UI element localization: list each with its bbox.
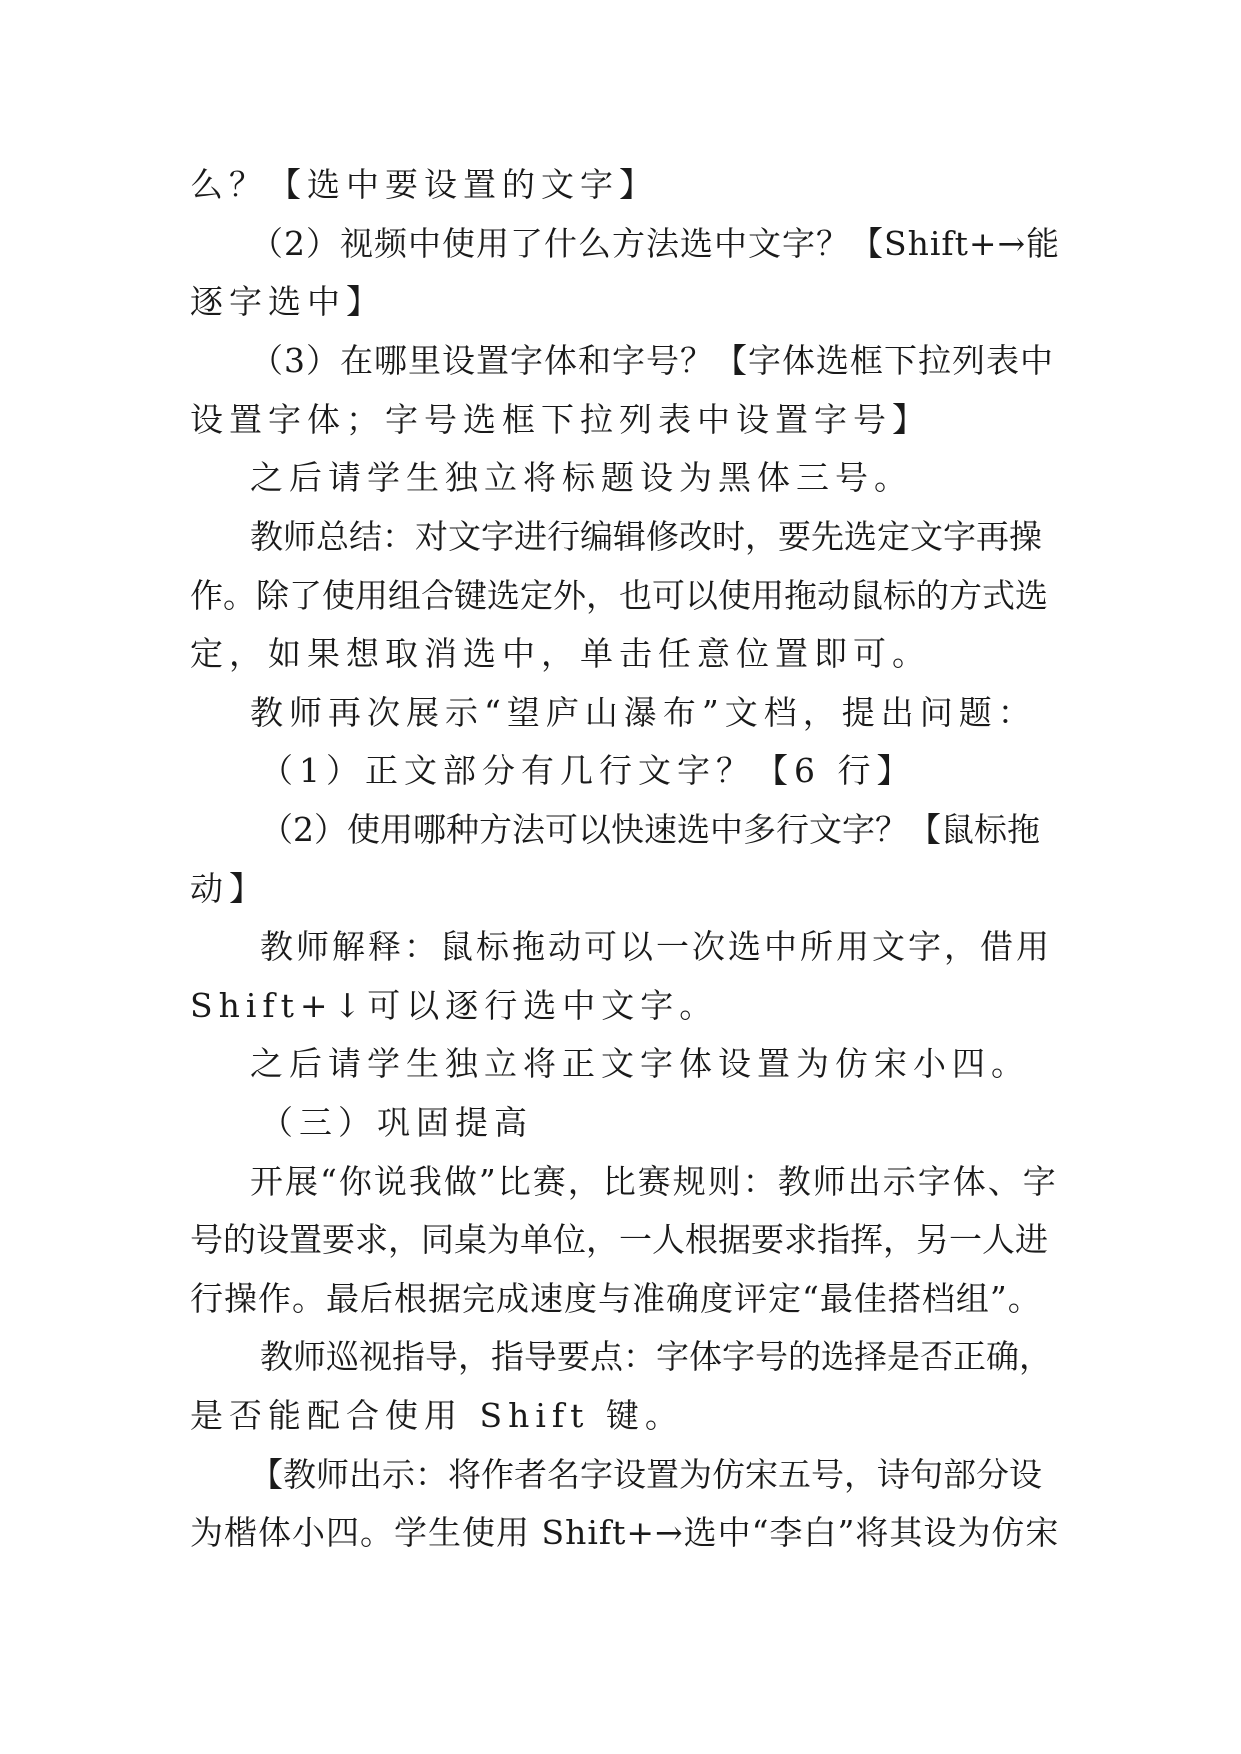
text-line: （2）使用哪种方法可以快速选中多行文字？【鼠标拖 [260, 810, 1040, 849]
text-line: 设置字体；字号选框下拉列表中设置字号】 [190, 400, 931, 439]
text-line: 么？【选中要设置的文字】 [190, 165, 658, 204]
text-line: 之后请学生独立将标题设为黑体三号。 [250, 458, 913, 497]
text-line: 教师解释：鼠标拖动可以一次选中所用文字，借用 [260, 927, 1052, 966]
text-line: 教师巡视指导，指导要点：字体字号的选择是否正确， [260, 1337, 1052, 1376]
text-line: 开展“你说我做”比赛，比赛规则：教师出示字体、字 [250, 1162, 1058, 1201]
text-line: （2）视频中使用了什么方法选中文字？【Shift+→能 [250, 224, 1061, 263]
section-heading: （三）巩固提高 [260, 1103, 533, 1142]
text-line: Shift+↓可以逐行选中文字。 [190, 986, 719, 1025]
text-line: 【教师出示：将作者名字设置为仿宋五号，诗句部分设 [250, 1455, 1042, 1494]
text-line: 号的设置要求，同桌为单位，一人根据要求指挥，另一人进 [190, 1220, 1048, 1259]
text-line: 是否能配合使用 Shift 键。 [190, 1396, 684, 1435]
text-line: 逐字选中】 [190, 282, 385, 321]
text-line: 行操作。最后根据完成速度与准确度评定“最佳搭档组”。 [190, 1279, 1042, 1318]
text-line: 作。除了使用组合键选定外，也可以使用拖动鼠标的方式选 [190, 576, 1048, 615]
text-line: 动】 [190, 869, 268, 908]
text-line: （1）正文部分有几行文字？【6 行】 [260, 751, 916, 790]
text-line: 之后请学生独立将正文字体设置为仿宋小四。 [250, 1044, 1030, 1083]
text-line: 为楷体小四。学生使用 Shift+→选中“李白”将其设为仿宋 [190, 1513, 1060, 1552]
text-line: 教师总结：对文字进行编辑修改时，要先选定文字再操 [250, 517, 1042, 556]
text-line: （3）在哪里设置字体和字号？【字体选框下拉列表中 [250, 341, 1054, 380]
text-line: 定，如果想取消选中，单击任意位置即可。 [190, 634, 931, 673]
text-line: 教师再次展示“望庐山瀑布”文档，提出问题： [250, 693, 1037, 732]
